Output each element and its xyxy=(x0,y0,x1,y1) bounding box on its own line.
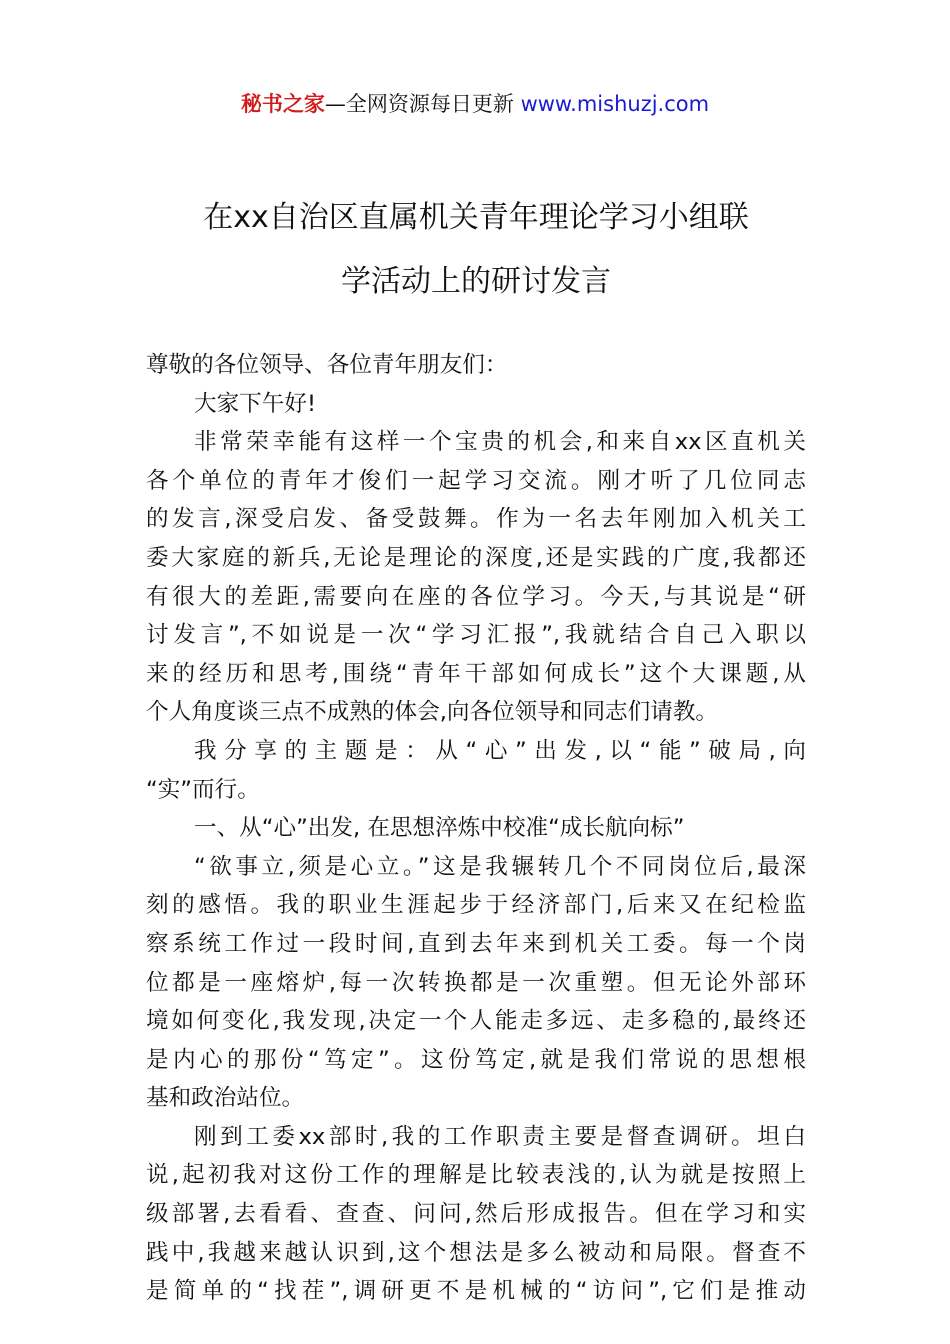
paragraph-line: 我分享的主题是：从“心”出发,以“能”破局,向 xyxy=(194,737,806,764)
site-tagline: —全网资源每日更新 xyxy=(324,92,514,116)
paragraph-line: 是内心的那份“笃定”。这份笃定,就是我们常说的思想根 xyxy=(146,1046,806,1073)
paragraph-line: 级部署,去看看、查查、问问,然后形成报告。但在学习和实 xyxy=(146,1201,806,1228)
paragraph-line: 来的经历和思考,围绕“青年干部如何成长”这个大课题,从 xyxy=(146,660,806,687)
paragraph-line: 位都是一座熔炉,每一次转换都是一次重塑。但无论外部环 xyxy=(146,969,806,996)
paragraph-line: 委大家庭的新兵,无论是理论的深度,还是实践的广度,我都还 xyxy=(146,544,806,571)
paragraph-line: “实”而行。 xyxy=(146,776,260,803)
site-url-link[interactable]: www.mishuzj.com xyxy=(520,92,710,116)
paragraph-line: 各个单位的青年才俊们一起学习交流。刚才听了几位同志 xyxy=(146,467,806,494)
greeting: 大家下午好! xyxy=(194,390,317,417)
paragraph-line: 基和政治站位。 xyxy=(146,1085,305,1112)
site-header xyxy=(0,88,950,120)
paragraph-line: 个人角度谈三点不成熟的体会,向各位领导和同志们请教。 xyxy=(146,699,719,726)
paragraph-line: 是简单的“找茬”,调研更不是机械的“访问”,它们是推动 xyxy=(146,1278,806,1305)
paragraph-line: 的发言,深受启发、备受鼓舞。作为一名去年刚加入机关工 xyxy=(146,506,806,533)
paragraph-line: 践中,我越来越认识到,这个想法是多么被动和局限。督查不 xyxy=(146,1239,806,1266)
paragraph-line: 刚到工委xx部时,我的工作职责主要是督查调研。坦白 xyxy=(194,1123,806,1150)
paragraph-line: 非常荣幸能有这样一个宝贵的机会,和来自xx区直机关 xyxy=(194,429,806,456)
paragraph-line: 有很大的差距,需要向在座的各位学习。今天,与其说是“研 xyxy=(146,583,806,610)
salutation: 尊敬的各位领导、各位青年朋友们： xyxy=(146,352,508,378)
paragraph-line: “欲事立,须是心立。”这是我辗转几个不同岗位后,最深 xyxy=(194,853,806,880)
document-body xyxy=(146,346,806,1311)
paragraph-line: 说,起初我对这份工作的理解是比较表浅的,认为就是按照上 xyxy=(146,1162,806,1189)
section-heading: 一、从“心”出发, 在思想淬炼中校准“成长航向标” xyxy=(194,815,685,842)
site-brand: 秘书之家 xyxy=(240,92,325,116)
paragraph-line: 境如何变化,我发现,决定一个人能走多远、走多稳的,最终还 xyxy=(146,1008,806,1035)
document-title xyxy=(146,186,806,314)
paragraph-line: 讨发言”,不如说是一次“学习汇报”,我就结合自己入职以 xyxy=(146,622,806,649)
paragraph-line: 刻的感悟。我的职业生涯起步于经济部门,后来又在纪检监 xyxy=(146,892,806,919)
title-line: 在xx自治区直属机关青年理论学习小组联 xyxy=(203,200,749,235)
title-line: 学活动上的研讨发言 xyxy=(341,264,611,299)
paragraph-line: 察系统工作过一段时间,直到去年来到机关工委。每一个岗 xyxy=(146,930,806,957)
